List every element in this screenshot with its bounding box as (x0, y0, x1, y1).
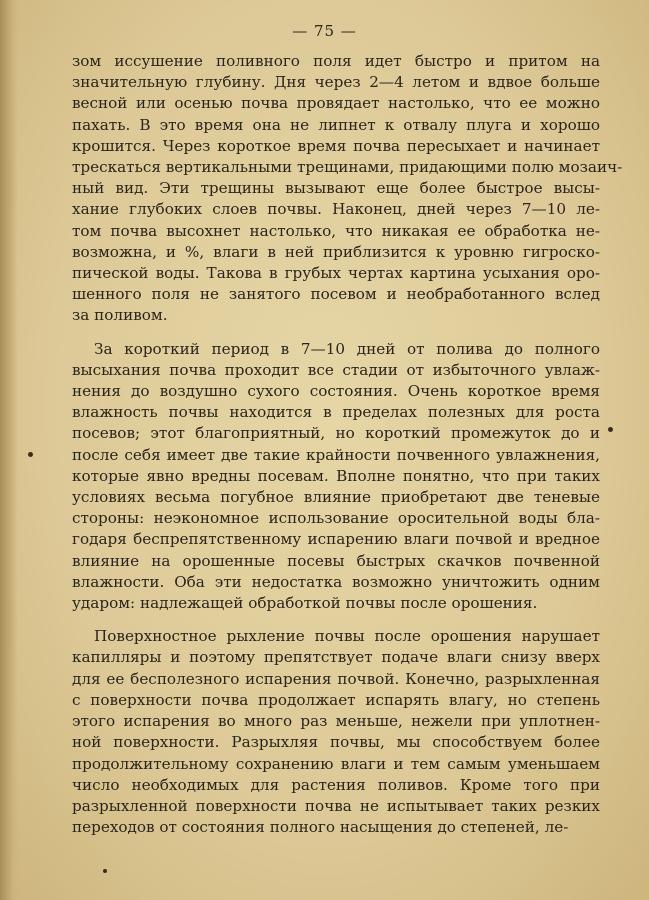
text-line: влияние на орошенные посевы быстрых скачков почвенной (72, 551, 600, 570)
text-line: переходов от состояния полного насыщения до степеней, ле- (72, 818, 569, 837)
text-line: трескаться вертикальными трещинами, придающими полю мозаич- (72, 158, 623, 177)
page-spine-shadow (0, 0, 18, 900)
text-line: влажности. Оба эти недостатка возможно уничтожить одним (72, 572, 600, 591)
text-line: том почва высохнет настолько, что никакая ее обработка не- (72, 221, 600, 240)
ink-spot (608, 427, 613, 432)
text-line: высыхания почва проходит все стадии от избыточного увлаж- (72, 360, 600, 379)
text-line: условиях весьма погубное влияние приобретают две теневые (72, 488, 600, 507)
text-line: возможна, и %, влаги в ней приблизится к уровню гигроско- (72, 242, 600, 261)
text-line: шенного поля не занятого посевом и необработанного вслед (72, 285, 600, 304)
text-line: посевов; этот благоприятный, но короткий промежуток до и (72, 424, 600, 443)
ink-spot (103, 869, 107, 873)
text-line: которые явно вредны посевам. Вполне понятно, что при таких (72, 466, 600, 485)
text-line: значительную глубину. Дня через 2—4 летом и вдвое больше (72, 73, 600, 92)
text-line: пахать. В это время она не липнет к отвалу плуга и хорошо (72, 115, 600, 134)
text-line: крошится. Через короткое время почва пересыхает и начинает (72, 136, 600, 155)
text-line: весной или осенью почва провядает настолько, что ее можно (72, 94, 600, 113)
paragraph-gap (72, 614, 600, 626)
text-line: ный вид. Эти трещины вызывают еще более быстрое высы- (72, 179, 600, 198)
text-line: этого испарения во много раз меньше, нежели при уплотнен- (72, 712, 600, 731)
text-line: стороны: неэкономное использование оросительной воды бла- (72, 509, 600, 528)
text-line: продолжительному сохранению влаги и тем самым уменьшаем (72, 754, 600, 773)
page-number: — 75 — (292, 22, 357, 40)
ink-spot (28, 452, 33, 457)
text-line: Поверхностное рыхление почвы после орошения нарушает (94, 627, 600, 646)
text-line: влажность почвы находится в пределах полезных для роста (72, 403, 600, 422)
text-line: разрыхленной поверхности почва не испытывает таких резких (72, 796, 600, 815)
text-line: число необходимых для растения поливов. Кроме того при (72, 775, 600, 794)
text-line: с поверхности почва продолжает испарять влагу, но степень (72, 690, 600, 709)
text-line: нения до воздушно сухого состояния. Очень короткое время (72, 382, 600, 401)
text-line: зом иссушение поливного поля идет быстро и притом на (72, 52, 600, 70)
text-line: хание глубоких слоев почвы. Наконец, дней через 7—10 ле- (72, 200, 600, 219)
body-text (72, 51, 623, 838)
text-line: ударом: надлежащей обработкой почвы после орошения. (72, 594, 538, 613)
text-line: для ее бесполезного испарения почвой. Конечно, разрыхленная (72, 669, 600, 688)
paragraph-gap (72, 327, 600, 339)
text-line: ной поверхности. Разрыхляя почвы, мы способствуем более (72, 733, 600, 752)
text-line: годаря беспрепятственному испарению влаги почвой и вредное (72, 530, 600, 549)
text-line: капилляры и поэтому препятствует подаче влаги снизу вверх (72, 648, 600, 667)
text-line: после себя имеет две такие крайности почвенного увлажнения, (72, 445, 600, 464)
text-line: пической воды. Такова в грубых чертах картина усыхания оро- (72, 264, 600, 283)
text-line: За короткий период в 7—10 дней от полива до полного (94, 339, 600, 358)
text-line: за поливом. (72, 306, 168, 325)
